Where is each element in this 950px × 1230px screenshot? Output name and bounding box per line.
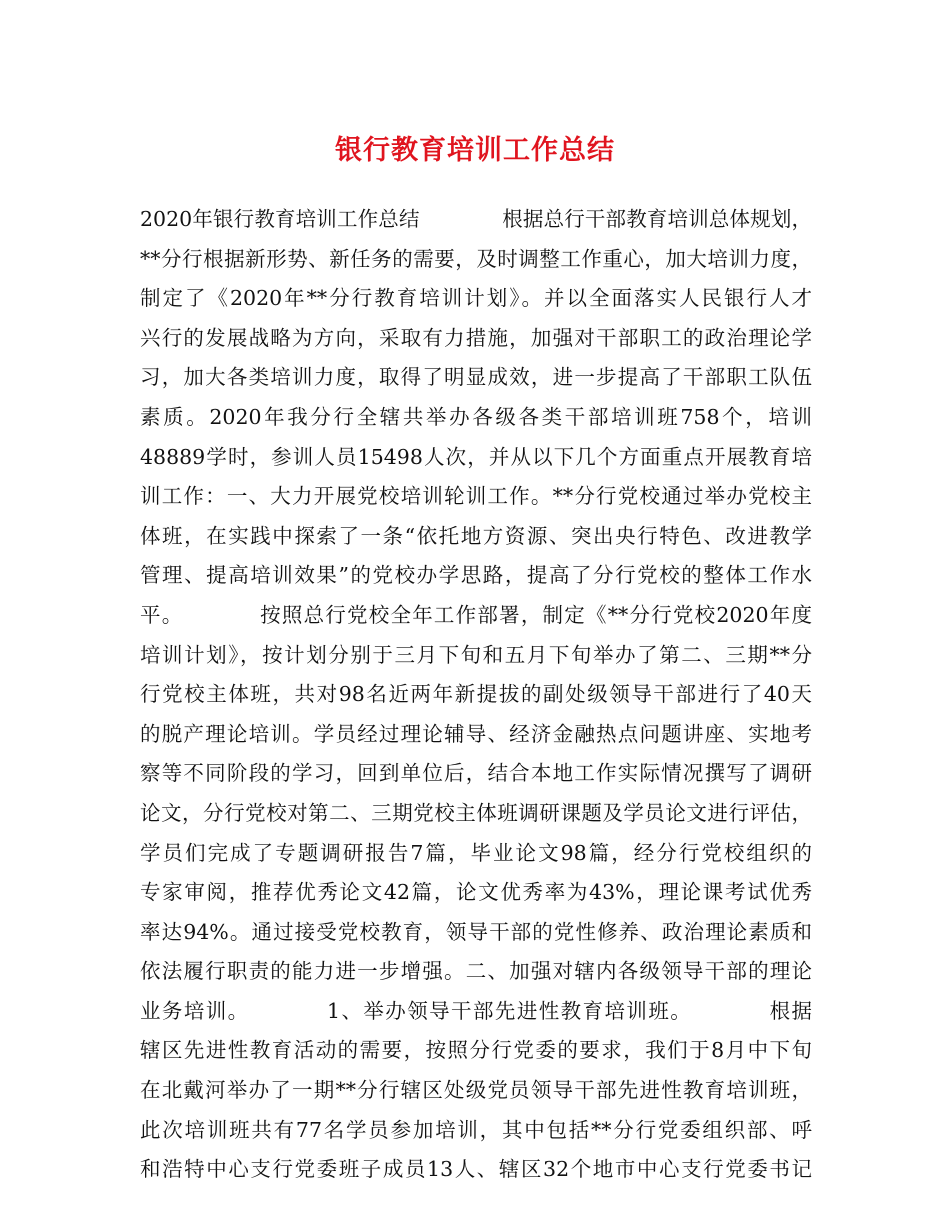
body-line: 和浩特中心支行党委班子成员13人、辖区32个地市中心支行党委书记 — [140, 1157, 812, 1182]
body-line: 论文，分行党校对第二、三期党校主体班调研课题及学员论文进行评估， — [140, 800, 812, 825]
body-line: **分行根据新形势、新任务的需要，及时调整工作重心，加大培训力度， — [140, 246, 812, 271]
body-line: 业务培训。 1、举办领导干部先进性教育培训班。 根据 — [140, 998, 812, 1023]
body-line: 辖区先进性教育活动的需要，按照分行党委的要求，我们于8月中下旬 — [140, 1038, 812, 1063]
body-line: 平。 按照总行党校全年工作部署，制定《**分行党校2020年度 — [140, 602, 812, 627]
body-line: 体班，在实践中探索了一条“依托地方资源、突出央行特色、改进教学 — [140, 523, 812, 548]
body-line: 专家审阅，推荐优秀论文42篇，论文优秀率为43%，理论课考试优秀 — [140, 880, 812, 905]
body-line: 学员们完成了专题调研报告7篇，毕业论文98篇，经分行党校组织的 — [140, 840, 812, 865]
body-line: 制定了《2020年**分行教育培训计划》。并以全面落实人民银行人才 — [140, 286, 812, 311]
body-line: 的脱产理论培训。学员经过理论辅导、经济金融热点问题讲座、实地考 — [140, 721, 812, 746]
document-body — [140, 200, 812, 1190]
body-line: 此次培训班共有77名学员参加培训，其中包括**分行党委组织部、呼 — [140, 1117, 812, 1142]
body-line: 培训计划》，按计划分别于三月下旬和五月下旬举办了第二、三期**分 — [140, 642, 812, 667]
body-line: 习，加大各类培训力度，取得了明显成效，进一步提高了干部职工队伍 — [140, 365, 812, 390]
document-title: 银行教育培训工作总结 — [335, 135, 615, 166]
body-line: 察等不同阶段的学习，回到单位后，结合本地工作实际情况撰写了调研 — [140, 761, 812, 786]
body-line: 训工作：一、大力开展党校培训轮训工作。**分行党校通过举办党校主 — [140, 484, 812, 509]
body-line: 兴行的发展战略为方向，采取有力措施，加强对干部职工的政治理论学 — [140, 325, 812, 350]
body-line: 行党校主体班，共对98名近两年新提拔的副处级领导干部进行了40天 — [140, 682, 812, 707]
body-line: 素质。2020年我分行全辖共举办各级各类干部培训班758个，培训 — [140, 404, 812, 429]
body-line: 依法履行职责的能力进一步增强。二、加强对辖内各级领导干部的理论 — [140, 959, 812, 984]
body-line: 管理、提高培训效果”的党校办学思路，提高了分行党校的整体工作水 — [140, 563, 812, 588]
body-line: 2020年银行教育培训工作总结 根据总行干部教育培训总体规划， — [140, 207, 812, 231]
body-line: 率达94%。通过接受党校教育，领导干部的党性修养、政治理论素质和 — [140, 919, 812, 944]
body-line: 48889学时，参训人员15498人次，并从以下几个方面重点开展教育培 — [140, 444, 812, 469]
body-line: 在北戴河举办了一期**分行辖区处级党员领导干部先进性教育培训班， — [140, 1078, 812, 1103]
